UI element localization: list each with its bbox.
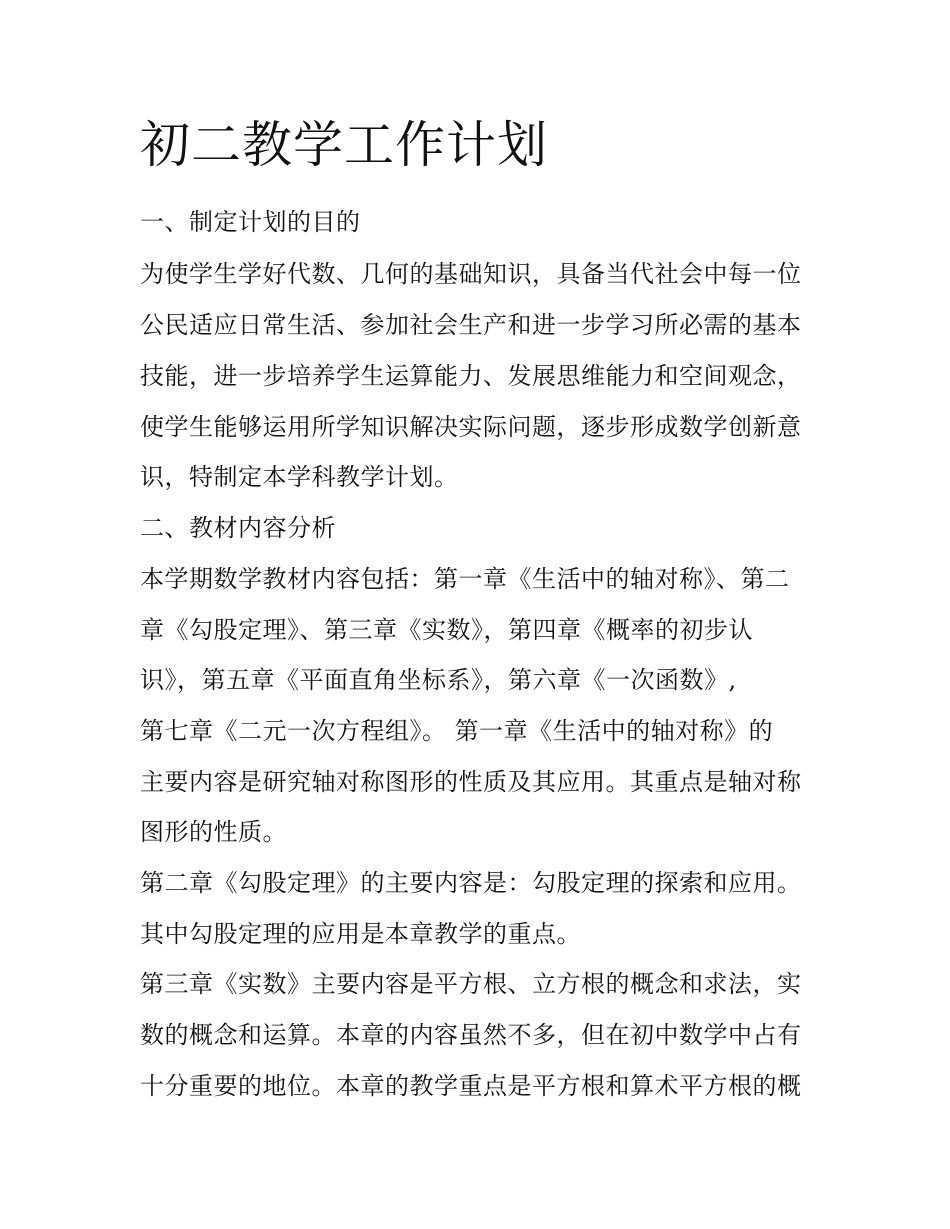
text-line: 第七章《二元一次方程组》。 第一章《生活中的轴对称》的 [140, 717, 774, 745]
text-line: 其中勾股定理的应用是本章教学的重点。 [140, 920, 581, 948]
text-line: 为使学生学好代数、几何的基础知识，具备当代社会中每一位 [140, 260, 802, 288]
document-title: 初二教学工作计划 [140, 116, 548, 174]
text-line: 本学期数学教材内容包括：第一章《生活中的轴对称》、第二 [140, 565, 790, 593]
text-line: 识》，第五章《平面直角坐标系》，第六章《一次函数》, [140, 666, 737, 694]
text-line: 主要内容是研究轴对称图形的性质及其应用。其重点是轴对称 [140, 768, 802, 796]
section-heading-purpose: 一、制定计划的目的 [140, 208, 361, 236]
text-line: 数的概念和运算。本章的内容虽然不多，但在初中数学中占有 [140, 1021, 802, 1049]
text-line: 第二章《勾股定理》的主要内容是：勾股定理的探索和应用。 [140, 869, 802, 897]
text-line: 公民适应日常生活、参加社会生产和进一步学习所必需的基本 [140, 311, 802, 339]
text-line: 章《勾股定理》、第三章《实数》，第四章《概率的初步认 [140, 616, 753, 644]
section-heading-textbook: 二、教材内容分析 [140, 514, 336, 542]
text-line: 图形的性质。 [140, 818, 287, 846]
text-line: 使学生能够运用所学知识解决实际问题，逐步形成数学创新意 [140, 413, 802, 441]
text-line: 技能，进一步培养学生运算能力、发展思维能力和空间观念， [140, 362, 802, 390]
text-line: 识，特制定本学科教学计划。 [140, 463, 459, 491]
text-line: 第三章《实数》主要内容是平方根、立方根的概念和求法，实 [140, 970, 802, 998]
text-line: 十分重要的地位。本章的教学重点是平方根和算术平方根的概 [140, 1072, 802, 1100]
